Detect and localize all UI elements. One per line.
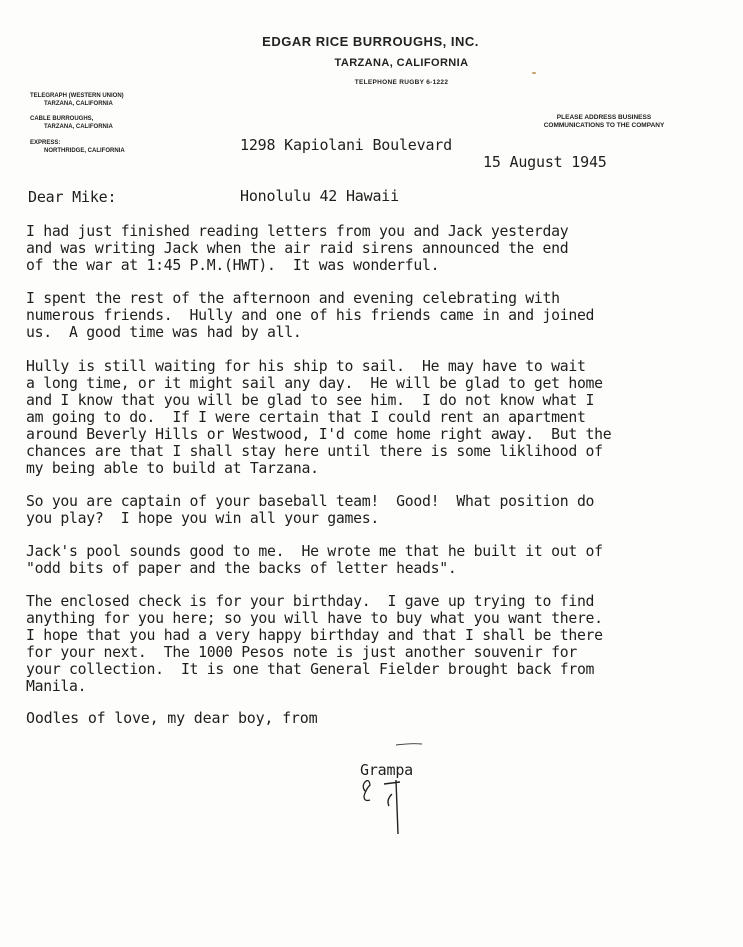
text-line: Hully is still waiting for his ship to sail. He may have to wait [26,358,586,375]
closing: Oodles of love, my dear boy, from [26,709,318,727]
cable-value: TARZANA, CALIFORNIA [44,123,113,130]
letterhead-business-note [518,114,690,130]
text-line: am going to do. If I were certain that I could rent an apartment [26,409,586,426]
text-line: a long time, or it might sail any day. He will be glad to get home [26,375,603,392]
letterhead-express [30,140,125,155]
text-line: anything for you here; so you will have to buy what you want there. [26,610,603,627]
letterhead-city: TARZANA, CALIFORNIA [334,57,469,69]
text-line: my being able to build at Tarzana. [26,460,319,477]
business-note-line-1: PLEASE ADDRESS BUSINESS [556,114,652,121]
text-line: Manila. [26,678,87,695]
text-line: I spent the rest of the afternoon and evening celebrating with [26,290,560,307]
address-line-2: Honolulu 42 Hawaii [240,187,399,205]
letterhead-cable [30,116,113,131]
text-line: of the war at 1:45 P.M.(HWT). It was wonderful. [26,257,440,274]
text-line: I had just finished reading letters from you and Jack yesterday [26,223,569,240]
letterhead-telegraph [30,93,124,108]
paragraph-4 [26,493,594,527]
signature-name: Grampa [360,761,413,779]
handwritten-signature [356,742,436,842]
text-line: The enclosed check is for your birthday. I gave up trying to find [26,593,595,610]
text-line: you play? I hope you win all your games. [26,510,379,527]
text-line: around Beverly Hills or Westwood, I'd come home right away. But the [26,426,612,443]
paragraph-3 [26,358,611,477]
text-line: I hope that you had a very happy birthday and that I shall be there [26,627,603,644]
business-note-line-2: COMMUNICATIONS TO THE COMPANY [543,122,665,129]
paragraph-1 [26,223,568,274]
text-line: us. A good time was had by all. [26,324,302,341]
text-line: and I know that you will be glad to see him. I do not know what I [26,392,595,409]
cable-label: CABLE BURROUGHS, [30,116,94,122]
ink-mark [532,72,536,74]
return-address [240,103,452,222]
telegraph-label: TELEGRAPH (WESTERN UNION) [30,93,124,99]
express-value: NORTHRIDGE, CALIFORNIA [44,147,125,154]
text-line: your collection. It is one that General Fielder brought back from [26,661,595,678]
text-line: Jack's pool sounds good to me. He wrote me that he built it out of [26,543,603,560]
express-label: EXPRESS: [30,140,61,146]
paragraph-5 [26,543,603,577]
text-line: numerous friends. Hully and one of his friends came in and joined [26,307,595,324]
text-line: chances are that I shall stay here until there is some liklihood of [26,443,603,460]
letterhead-company: EDGAR RICE BURROUGHS, INC. [262,34,479,49]
letter-date: 15 August 1945 [483,153,607,171]
text-line: for your next. The 1000 Pesos note is just another souvenir for [26,644,577,661]
paragraph-6 [26,593,603,695]
text-line: "odd bits of paper and the backs of letter heads". [26,560,457,577]
salutation: Dear Mike: [28,188,117,206]
letterhead-phone: TELEPHONE RUGBY 6-1222 [354,79,449,86]
telegraph-value: TARZANA, CALIFORNIA [44,100,113,107]
paragraph-2 [26,290,594,341]
text-line: and was writing Jack when the air raid sirens announced the end [26,240,569,257]
text-line: So you are captain of your baseball team! Good! What position do [26,493,595,510]
address-line-1: 1298 Kapiolani Boulevard [240,136,452,154]
